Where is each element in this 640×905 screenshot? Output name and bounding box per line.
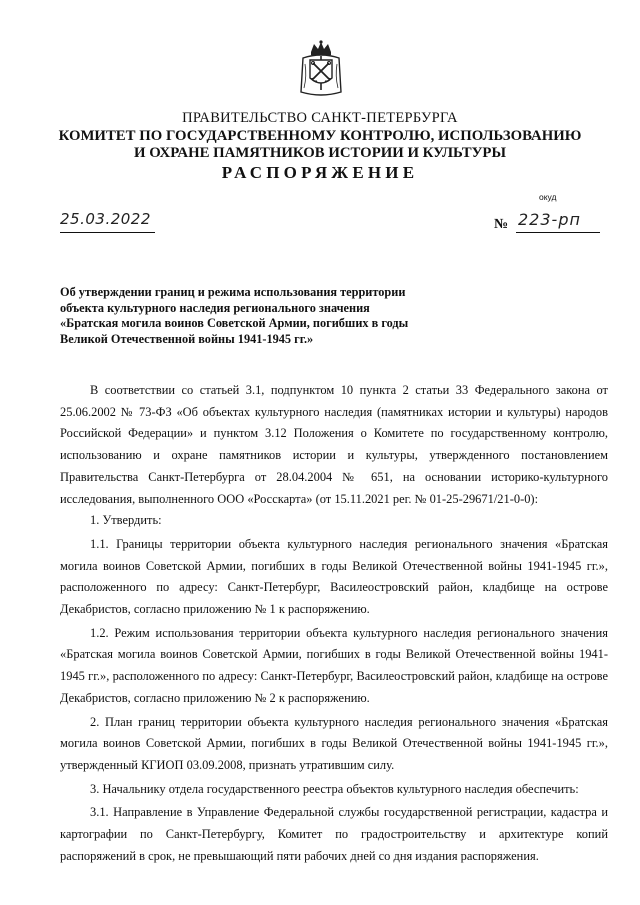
body-paragraph-2: 2. План границ территории объекта культурного наследия регионального значения «Братская могила воинов Советской Армии, погибших в годы Великой Отечественной войны 1941-1945 гг.», утвержденный КГИОП 03.09.2008, признать утратившим силу. bbox=[60, 714, 608, 772]
date-underline bbox=[60, 232, 155, 233]
document-type: РАСПОРЯЖЕНИЕ bbox=[221, 163, 419, 182]
document-date: 25.03.2022 bbox=[60, 210, 151, 228]
subject-line-3: «Братская могила воинов Советской Армии, погибших в годы bbox=[60, 316, 409, 330]
subject-line-4: Великой Отечественной войны 1941-1945 гг.» bbox=[60, 331, 314, 346]
committee-line-1: КОМИТЕТ ПО ГОСУДАРСТВЕННОМУ КОНТРОЛЮ, ИСПОЛЬЗОВАНИЮ bbox=[58, 128, 582, 144]
document-body bbox=[60, 380, 608, 867]
body-paragraph-1: 1. Утвердить: bbox=[90, 513, 162, 528]
body-paragraph-preamble: В соответствии со статьей 3.1, подпунктом 10 пункта 2 статьи 33 Федерального закона от 25.06.2002 № 73-ФЗ «Об объектах культурного наследия (памятниках истории и культуры) народов Российской Федерации» и пунктом 3.12 Положения о Комитете по государственному контролю, использованию и охране памятников истории и культуры, утвержденного постановлением Правительства Санкт-Петербурга от 28.04.2004 № 651, на основании историко-культурного исследования, выполненного ООО «Росскарта» (от 15.11.2021 рег. № 01-25-29671/21-0-0): bbox=[60, 383, 608, 506]
body-paragraph-1-1: 1.1. Границы территории объекта культурного наследия регионального значения «Братская могила воинов Советской Армии, погибших в годы Великой Отечественной войны 1941-1945 гг.», расположенного по адресу: Санкт-Петербург, Василеостровский район, кладбище на острове Декабристов, согласно приложению № 1 к распоряжению. bbox=[60, 536, 608, 617]
subject-line-2: объекта культурного наследия регионального значения bbox=[60, 300, 370, 315]
subject-line-1: Об утверждении границ и режима использования территории bbox=[60, 285, 406, 299]
committee-title bbox=[0, 128, 640, 162]
body-paragraph-3: 3. Начальнику отдела государственного реестра объектов культурного наследия обеспечить: bbox=[90, 781, 579, 796]
committee-line-2: И ОХРАНЕ ПАМЯТНИКОВ ИСТОРИИ И КУЛЬТУРЫ bbox=[133, 145, 506, 161]
body-paragraph-3-1: 3.1. Направление в Управление Федеральной службы государственной регистрации, кадастра и картографии по Санкт-Петербургу, Комитет по градостроительству и архитектуре копий распоряжений в срок, не превышающий пяти рабочих дней со дня издания распоряжения. bbox=[60, 805, 608, 863]
body-paragraph-1-2: 1.2. Режим использования территории объекта культурного наследия регионального значения «Братская могила воинов Советской Армии, погибших в годы Великой Отечественной войны 1941-1945 гг.», расположенного по адресу: Санкт-Петербург, Василеостровский район, кладбище на острове Декабристов, согласно приложению № 2 к распоряжению. bbox=[60, 625, 608, 705]
document-number: 223-рп bbox=[518, 210, 581, 229]
government-title: ПРАВИТЕЛЬСТВО САНКТ-ПЕТЕРБУРГА bbox=[182, 110, 458, 126]
okud-label: окуд bbox=[539, 192, 557, 202]
number-underline bbox=[516, 232, 600, 233]
document-subject bbox=[60, 285, 460, 347]
number-label: № bbox=[494, 217, 509, 232]
coat-of-arms-icon bbox=[298, 40, 344, 98]
